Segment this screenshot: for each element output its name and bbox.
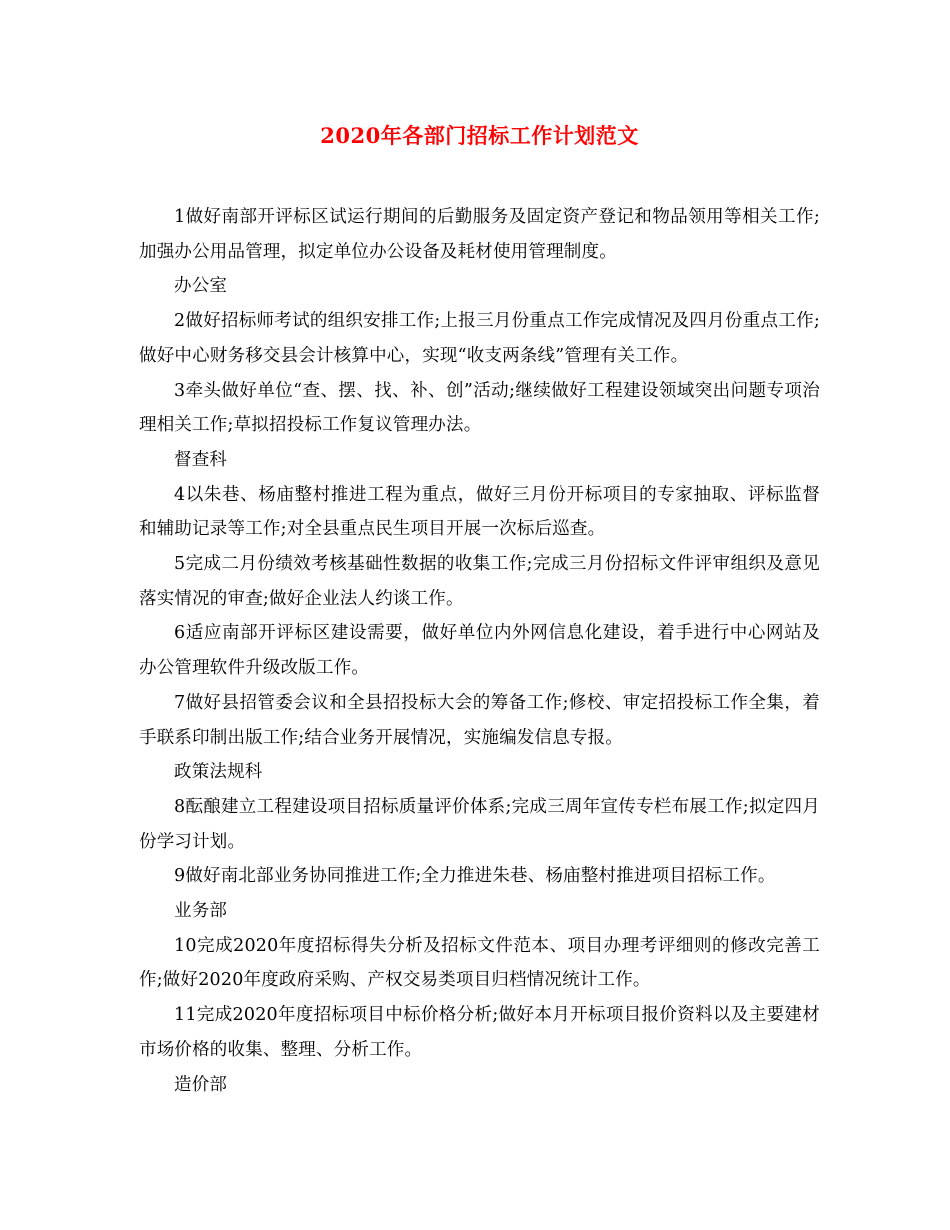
document-title: 2020年各部门招标工作计划范文 — [320, 123, 639, 148]
section-heading: 办公室 — [174, 276, 228, 297]
paragraph: 5完成二月份绩效考核基础性数据的收集工作;完成三月份招标文件评审组织及意见落实情况的审查;做好企业法人约谈工作。 — [139, 554, 820, 609]
document-body — [139, 200, 820, 1102]
paragraph: 1做好南部开评标区试运行期间的后勤服务及固定资产登记和物品领用等相关工作;加强办公用品管理，拟定单位办公设备及耗材使用管理制度。 — [139, 207, 820, 262]
paragraph: 4以朱巷、杨庙整村推进工程为重点，做好三月份开标项目的专家抽取、评标监督和辅助记录等工作;对全县重点民生项目开展一次标后巡查。 — [139, 484, 820, 540]
paragraph: 6适应南部开评标区建设需要，做好单位内外网信息化建设，着手进行中心网站及办公管理软件升级改版工作。 — [139, 623, 820, 679]
paragraph: 11完成2020年度招标项目中标价格分析;做好本月开标项目报价资料以及主要建材市场价格的收集、整理、分析工作。 — [139, 1005, 820, 1060]
paragraph: 7做好县招管委会议和全县招投标大会的筹备工作;修校、审定招投标工作全集，着手联系印制出版工作;结合业务开展情况，实施编发信息专报。 — [139, 692, 820, 748]
section-heading: 业务部 — [174, 901, 228, 922]
paragraph: 9做好南北部业务协同推进工作;全力推进朱巷、杨庙整村推进项目招标工作。 — [174, 866, 776, 887]
paragraph: 10完成2020年度招标得失分析及招标文件范本、项目办理考评细则的修改完善工作;做好2020年度政府采购、产权交易类项目归档情况统计工作。 — [139, 935, 820, 991]
paragraph: 2做好招标师考试的组织安排工作;上报三月份重点工作完成情况及四月份重点工作;做好中心财务移交县会计核算中心，实现“收支两条线”管理有关工作。 — [139, 311, 820, 366]
section-heading: 造价部 — [174, 1074, 228, 1095]
paragraph: 3牵头做好单位“查、摆、找、补、创”活动;继续做好工程建设领域突出问题专项治理相关工作;草拟招投标工作复议管理办法。 — [139, 380, 820, 436]
section-heading: 督查科 — [174, 449, 228, 470]
paragraph: 8酝酿建立工程建设项目招标质量评价体系;完成三周年宣传专栏布展工作;拟定四月份学习计划。 — [139, 796, 820, 852]
section-heading: 政策法规科 — [174, 762, 263, 783]
